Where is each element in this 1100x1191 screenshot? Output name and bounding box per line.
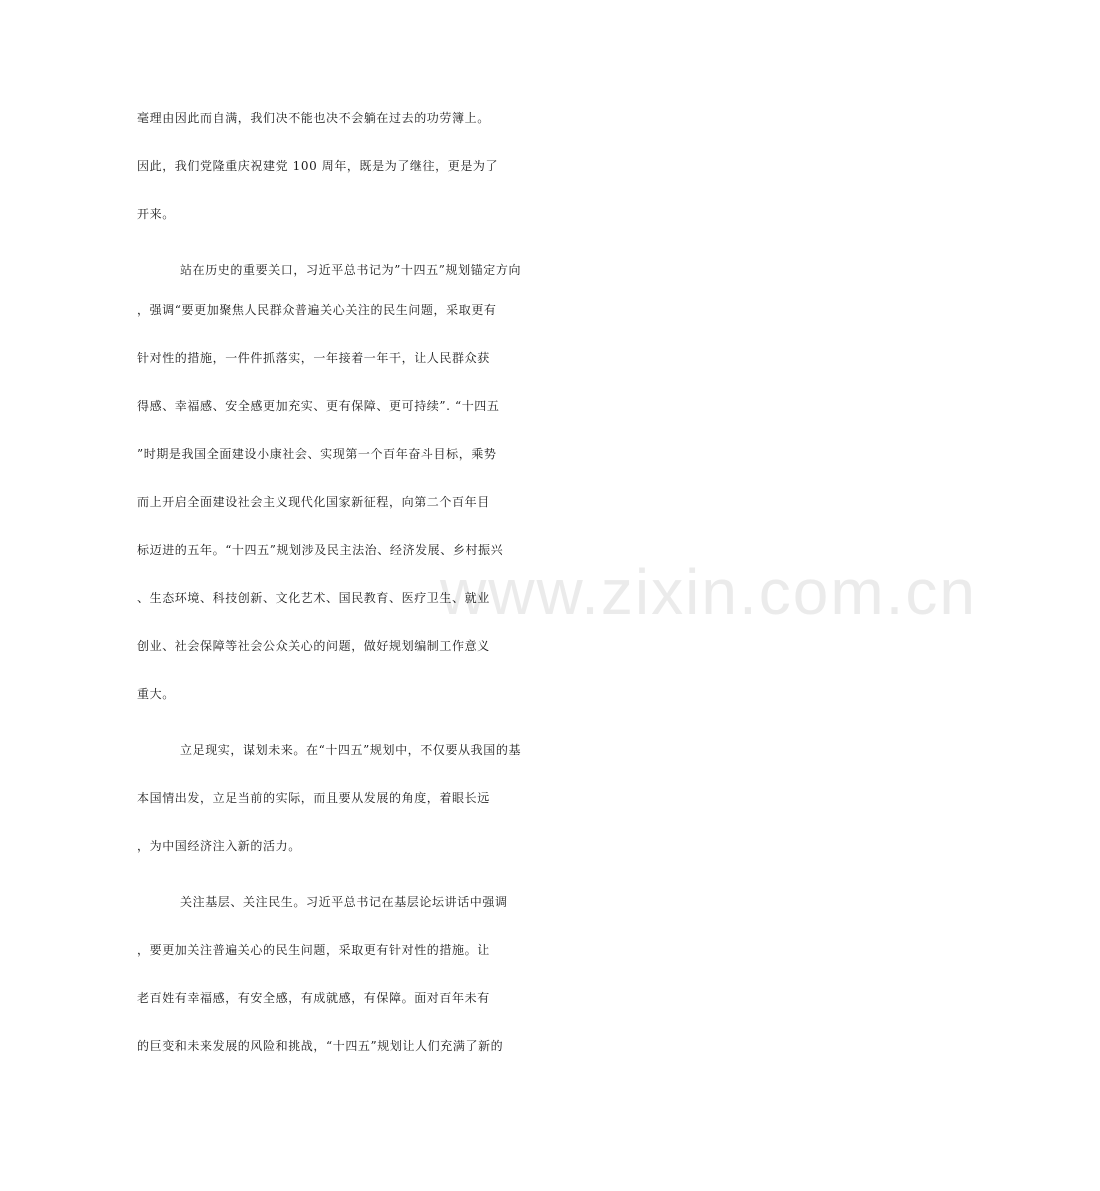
text-line: 老百姓有幸福感，有安全感，有成就感，有保障。面对百年未有: [137, 991, 490, 1005]
text-line: 毫理由因此而自满，我们决不能也决不会躺在过去的功劳簿上。: [137, 111, 490, 125]
text-line: ，要更加关注普遍关心的民生问题，采取更有针对性的措施。让: [137, 943, 490, 957]
text-line: 开来。: [137, 207, 175, 221]
text-line: 标迈进的五年。“十四五”规划涉及民主法治、经济发展、乡村振兴: [137, 543, 504, 557]
text-line: 得感、幸福感、安全感更加充实、更有保障、更可持续”. “十四五: [137, 399, 500, 413]
text-line: 重大。: [137, 687, 175, 701]
text-line: ，强调“要更加聚焦人民群众普遍关心关注的民生问题，采取更有: [137, 303, 497, 317]
text-line: 立足现实，谋划未来。在“十四五”规划中，不仅要从我国的基: [180, 743, 522, 757]
text-line: 站在历史的重要关口，习近平总书记为”十四五”规划锚定方向: [180, 263, 522, 277]
text-line: 关注基层、关注民生。习近平总书记在基层论坛讲话中强调: [180, 895, 508, 909]
watermark: www.zixin.com.cn: [440, 556, 977, 628]
text-line: 而上开启全面建设社会主义现代化国家新征程，向第二个百年目: [137, 495, 490, 509]
text-line: 针对性的措施，一件件抓落实，一年接着一年干，让人民群众获: [137, 351, 490, 365]
text-line: 因此，我们党隆重庆祝建党 100 周年，既是为了继往，更是为了: [137, 159, 499, 173]
text-line: 本国情出发，立足当前的实际，而且要从发展的角度，着眼长远: [137, 791, 490, 805]
text-line: 、生态环境、科技创新、文化艺术、国民教育、医疗卫生、就业: [137, 591, 490, 605]
text-line: 创业、社会保障等社会公众关心的问题，做好规划编制工作意义: [137, 639, 490, 653]
text-line: ，为中国经济注入新的活力。: [137, 839, 301, 853]
text-line: ”时期是我国全面建设小康社会、实现第一个百年奋斗目标，乘势: [137, 447, 497, 461]
text-line: 的巨变和未来发展的风险和挑战，“十四五”规划让人们充满了新的: [137, 1039, 504, 1053]
